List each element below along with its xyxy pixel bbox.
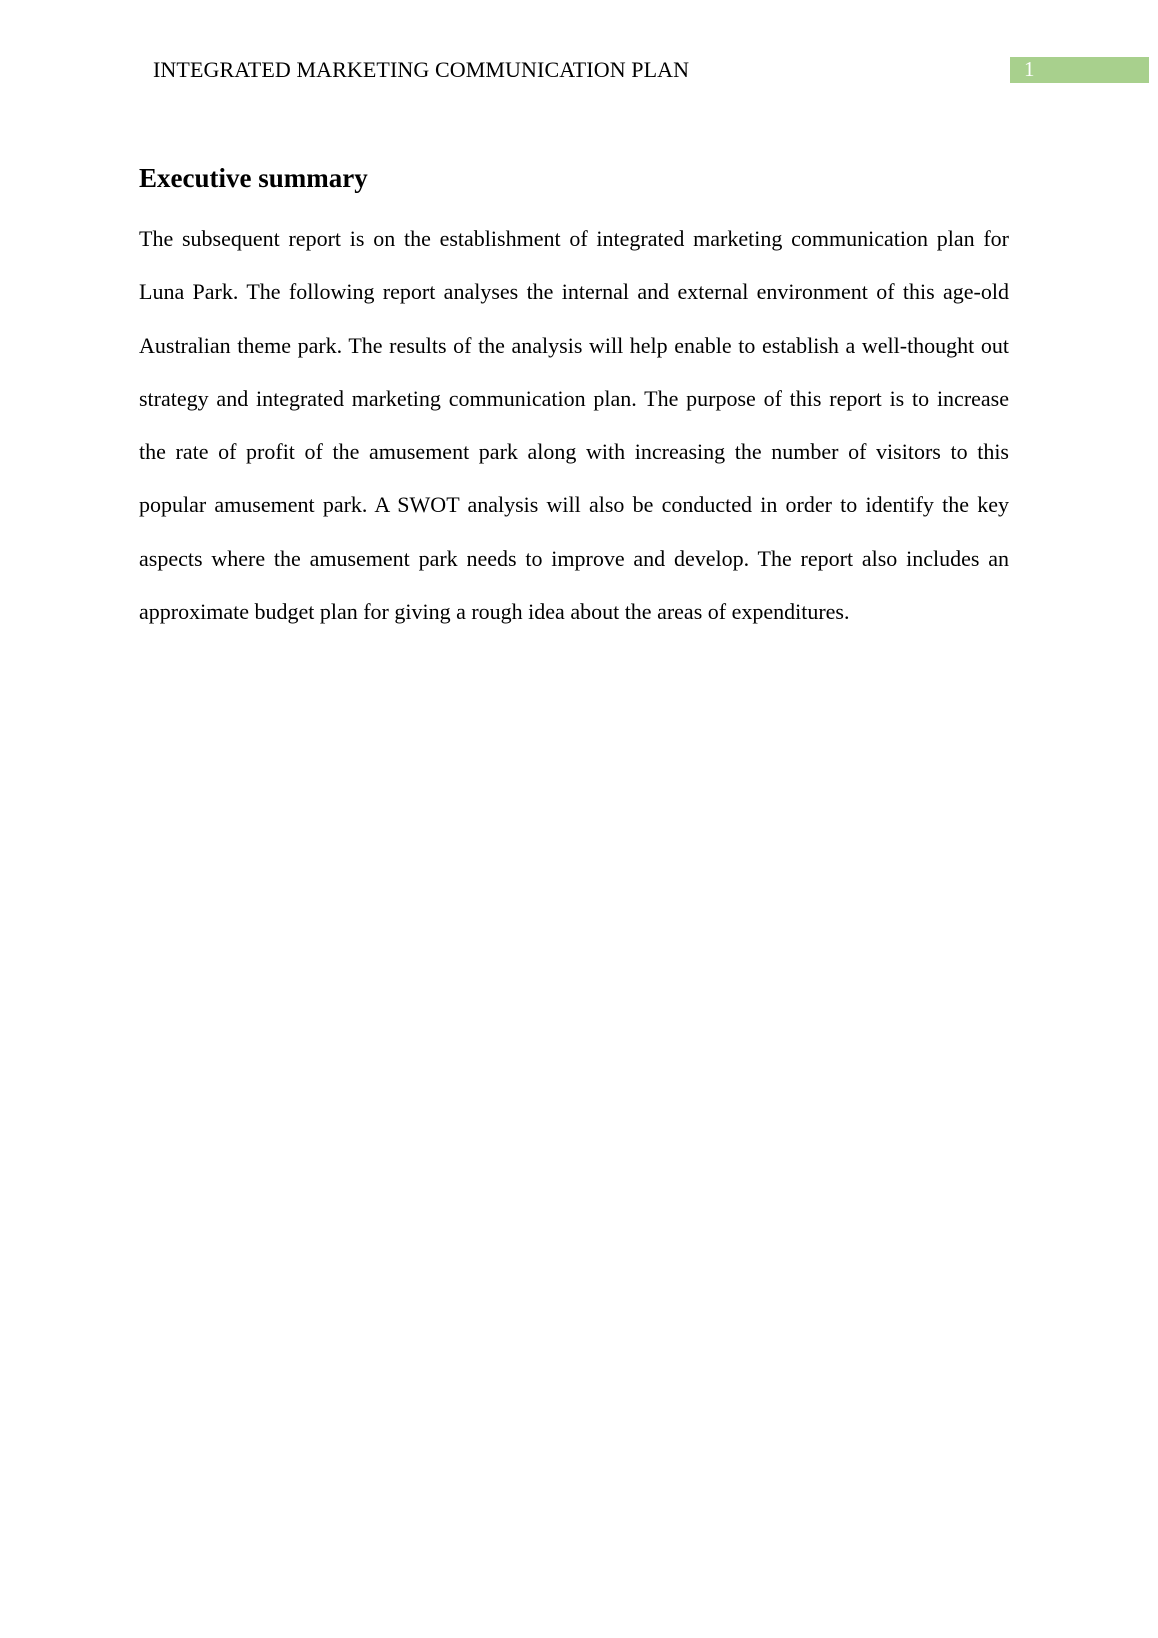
page-number-badge (1010, 57, 1149, 83)
executive-summary-paragraph: The subsequent report is on the establishment of integrated marketing communication plan for Luna Park. The following report analyses the internal and external environment of this age-old Australian theme park. The results of the analysis will help enable to establish a well-thought out strategy and integrated marketing communication plan. The purpose of this report is to increase the rate of profit of the amusement park along with increasing the number of visitors to this popular amusement park. A SWOT analysis will also be conducted in order to identify the key aspects where the amusement park needs to improve and develop. The report also includes an approximate budget plan for giving a rough idea about the areas of expenditures. (139, 226, 1009, 625)
document-body (139, 160, 1009, 638)
running-title: INTEGRATED MARKETING COMMUNICATION PLAN (153, 57, 690, 82)
section-heading: Executive summary (139, 163, 368, 193)
page-header (0, 0, 1158, 100)
page-number: 1 (1024, 57, 1035, 81)
